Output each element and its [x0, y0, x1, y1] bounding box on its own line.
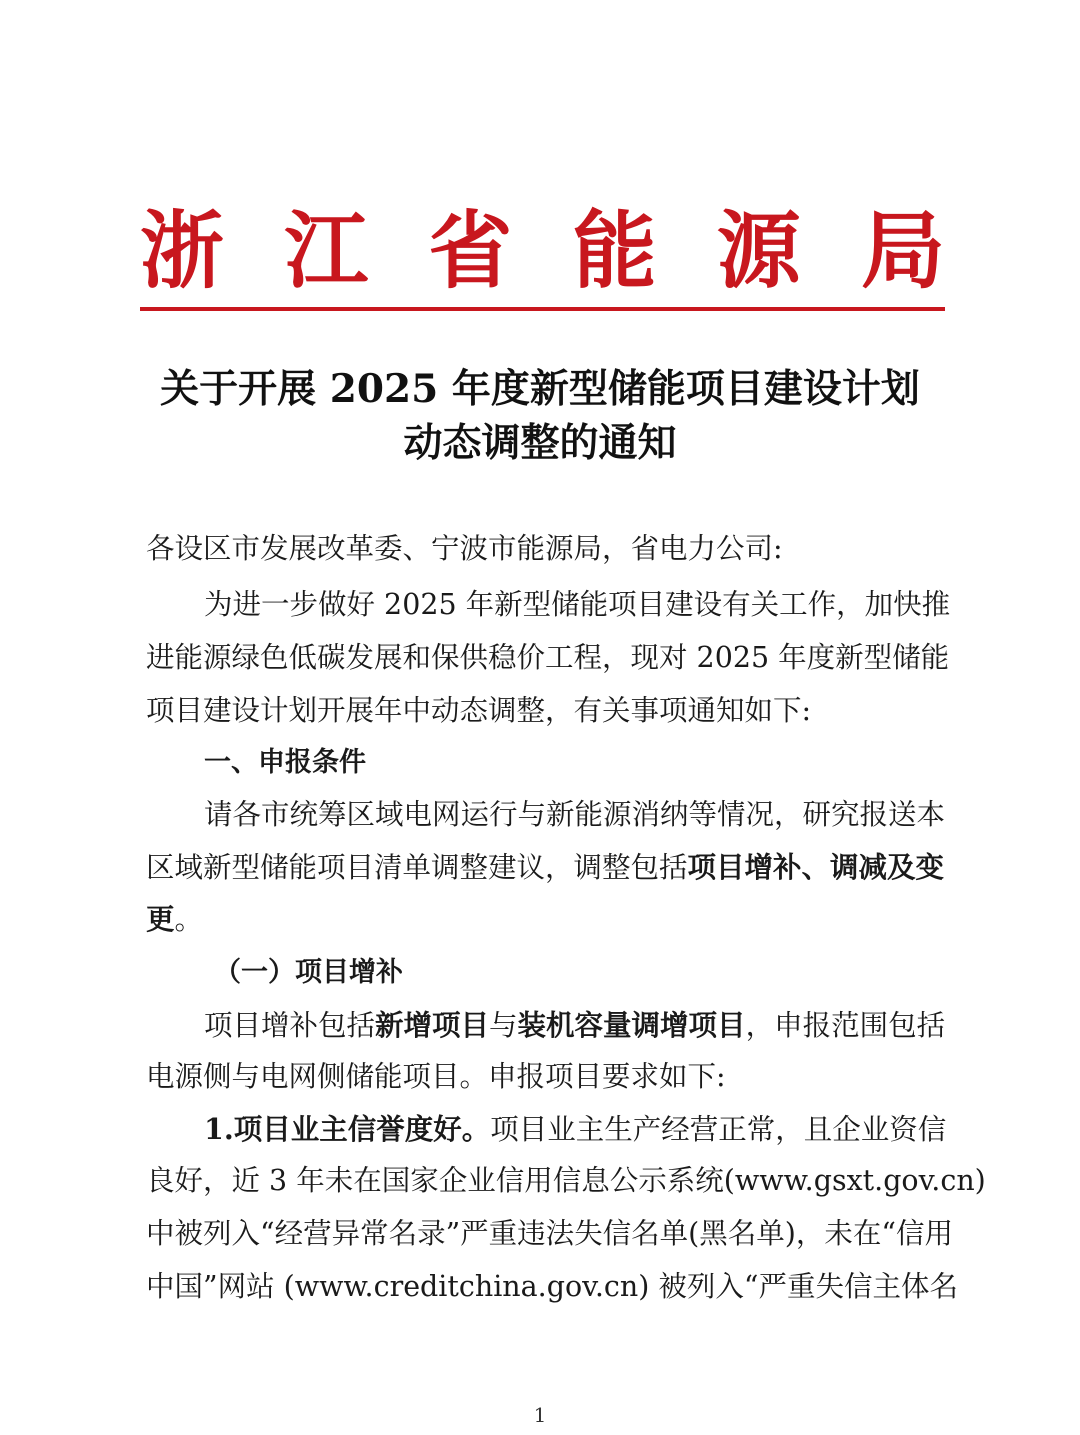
salutation: 各设区市发展改革委、宁波市能源局，省电力公司:: [146, 532, 783, 565]
text-span: 区域新型储能项目清单调整建议，调整包括: [146, 851, 688, 884]
letterhead-divider: [140, 307, 945, 311]
text-span: 项目业主生产经营正常，且企业资信: [490, 1113, 947, 1146]
paragraph-line: 进能源绿色低碳发展和保供稳价工程，现对 2025 年度新型储能: [146, 641, 950, 674]
letterhead: [140, 196, 945, 306]
bold-text: 项目增补、调减及变: [687, 850, 945, 884]
paragraph-line: 为进一步做好 2025 年新型储能项目建设有关工作，加快推: [204, 588, 951, 621]
paragraph-line: 请各市统筹区域电网运行与新能源消纳等情况，研究报送本: [204, 798, 946, 831]
paragraph-line: [204, 1003, 946, 1048]
page-number: 1: [533, 1403, 547, 1427]
paragraph-line: [146, 845, 943, 890]
letterhead-char: 省: [428, 201, 513, 300]
bold-text: 更: [146, 902, 175, 936]
text-span: 。: [174, 903, 204, 936]
paragraph-line: [204, 1107, 947, 1152]
bold-text: 1.项目业主信誉度好。: [204, 1112, 491, 1146]
letterhead-char: 能: [572, 201, 657, 300]
text-span: 与: [489, 1009, 518, 1042]
paragraph-line: 项目建设计划开展年中动态调整，有关事项通知如下:: [146, 694, 812, 727]
letterhead-char: 局: [860, 201, 945, 300]
paragraph-line: 电源侧与电网侧储能项目。申报项目要求如下:: [146, 1060, 726, 1093]
letterhead-char: 浙: [140, 201, 225, 300]
letterhead-char: 江: [284, 201, 369, 300]
bold-text: 装机容量调增项目: [517, 1008, 746, 1042]
text-span: 项目增补包括: [204, 1009, 376, 1042]
subsection-heading: （一）项目增补: [214, 957, 403, 988]
section-heading: 一、申报条件: [204, 747, 366, 778]
bold-text: 新增项目: [375, 1008, 490, 1042]
document-title-line-1: 关于开展 2025 年度新型储能项目建设计划: [160, 366, 920, 412]
text-span: ，申报范围包括: [745, 1009, 946, 1042]
paragraph-line: 良好，近 3 年未在国家企业信用信息公示系统(www.gsxt.gov.cn): [146, 1164, 986, 1197]
letterhead-char: 源: [716, 201, 801, 300]
paragraph-line: 中国”网站 (www.creditchina.gov.cn) 被列入“严重失信主体名: [146, 1270, 958, 1303]
document-title-line-2: 动态调整的通知: [403, 420, 677, 466]
paragraph-line: 中被列入“经营异常名录”严重违法失信名单(黑名单)，未在“信用: [146, 1217, 953, 1250]
paragraph-line: [146, 897, 203, 942]
